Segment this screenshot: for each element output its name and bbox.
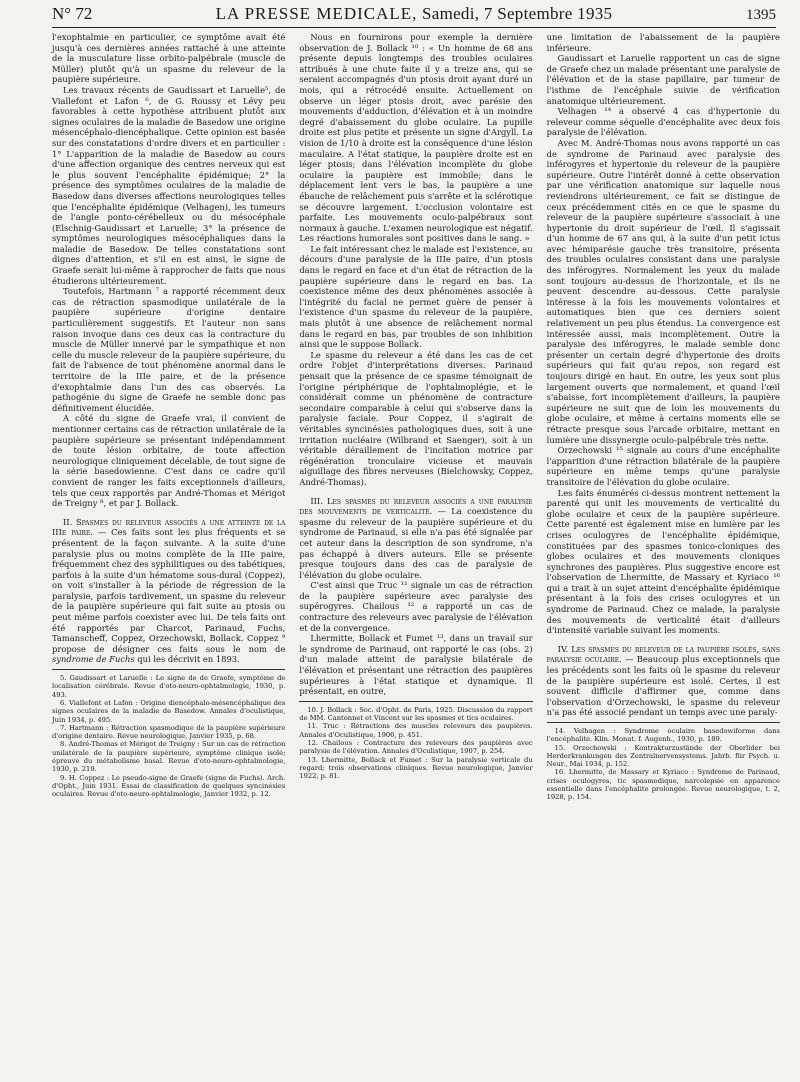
paragraph: C'est ainsi que Truc ¹¹ signale un cas de rétraction de la paupière supérieure avec paralysie des supérogyres. Chailous ¹² a rapporté un cas de contracture des releveurs avec paralysie de l'élévation et de la convergence. <box>299 580 533 633</box>
section-4 <box>547 644 780 718</box>
paragraph: Les faits énumérés ci-dessus montrent nettement la parenté qui unit les mouvements de verticalité du globe oculaire et ceux de la paupière supérieure. Cette parenté est également mise en lumière par les crises oculogyres de l'encéphalite épidémique, constituées par des spasmes tonico-cloniques des globes oculaires et des mouvements cloniques synchrones des paupières. Plus suggestive encore est l'observation de Lhermitte, de Massary et Kyriaco ¹⁶ qui a trait à un sujet atteint d'encéphalite épidémique présentant à la fois des crises oculogyres et un syndrome de Parinaud. Chez ce malade, la paralysie des mouvements de verticalité était d'ailleurs d'intensité variable suivant les moments. <box>546 487 780 636</box>
footnote: 13. Lhermitte, Bollack et Fumet : Sur la paralysie verticale du regard; trois observations cliniques. Revue neurologique, Janvier 1922, p. 81. <box>299 755 533 781</box>
section-2 <box>52 517 285 665</box>
article-columns <box>24 32 780 802</box>
footnote: 12. Chailous : Contracture des releveurs des paupières avec paralysie de l'élévation. Annales d'Oculistique, 1907, p. 254. <box>299 739 533 756</box>
paragraph: Le spasme du releveur a été dans les cas de cet ordre l'objet d'interprétations diverses. Parinaud pensait que la présence de ce spasme témoignait de l'origine périphérique de l'ophtalmoplégie, et le considérait comme un phénomène de contracture secondaire comparable à celui qui s'observe dans la paralysie faciale. Pour Coppez, il s'agirait de véritables syncinésies pathologiques dues, soit à une irritation nucléaire (Wilbrand et Saenger), soit à un véritable déraillement de l'incitation motrice par régénération tronculaire vicieuse et mauvais aiguillage des fibres nerveuses (Bielchowsky, Coppez, André-Thomas). <box>299 349 533 487</box>
footnotes <box>299 701 532 781</box>
journal-title <box>216 4 613 24</box>
section-heading: III. Les spasmes du releveur associés a une paralysie des mouvements de verticalité. <box>299 495 533 517</box>
footnote: 7. Hartmann : Rétraction spasmodique de la paupière supérieure d'origine dentaire. Revue neurologique, Janvier 1935, p. 68. <box>52 723 286 741</box>
paragraph: Avec M. André-Thomas nous avons rapporté un cas de syndrome de Parinaud avec paralysie des inférogyres et hypertonie du releveur de la paupière supérieure. Outre l'intérêt donné à cette observation par une vérification anatomique sur laquelle nous reviendrons ultérieurement, ce fait se distingue de ceux précédemment cités en ce que le spasme du releveur de la paupière supérieure s'associait à une hypertonie du droit supérieur de l'œil. Il s'agissait d'un homme de 67 ans qui, à la suite d'un petit ictus avec hémiparésie gauche très transitoire, présenta des troubles oculaires consistant dans une paralysie des inférogyres. Normalement les yeux du malade sont toujours au-dessus de l'horizontale, et ils ne peuvent descendre au-dessous. Cette paralysie intéresse à la fois les mouvements volontaires et automatiques bien que ces derniers soient relativement un peu plus étendus. La convergence est intéressée aussi, mais incomplètement. Outre la paralysie des inférogyres, le malade semble donc présenter un certain degré d'hypertonie des droits supérieurs qui fait qu'au repos, son regard est toujours dirigé en haut. En outre, les yeux sont plus largement ouverts que normalement, et quand l'œil s'abaisse, fort incomplètement d'ailleurs, la paupière supérieure ne suit que de loin les mouvements du globe oculaire, et même à certains moments elle se rétracte presque sous l'arcade orbitaire, mettant en lumière une dissynergie oculo-palpébrale très nette. <box>546 137 780 445</box>
journal-name: LA PRESSE MEDICALE, <box>215 4 418 23</box>
section-heading: II. Spasmes du releveur associés a une atteinte de la IIIe paire. <box>52 516 286 538</box>
section-text: — La coexistence du spasme du releveur de la paupière supérieure et du syndrome de Parinaud, si elle n'a pas été signalée par cet auteur dans la description de son syndrome, n'a pas échappé à divers auteurs. Elle se présente presque toujours dans des cas de paralysie de l'élévation du globe oculaire. <box>299 506 533 580</box>
section-3 <box>299 496 532 581</box>
footnotes <box>52 669 285 798</box>
page-header <box>52 4 776 28</box>
column-3 <box>547 32 780 802</box>
paragraph: une limitation de l'abaissement de la paupière inférieure. <box>546 32 780 53</box>
footnote: 11. Truc : Rétractions des muscles releveurs des paupières. Annales d'Oculistique, 1906, p. 451. <box>299 722 533 739</box>
footnote: 8. André-Thomas et Mérigot de Treigny : Sur un cas de rétraction unilatérale de la paupière supérieure, symptôme clinique isolé; épreuve du métabolisme basal. Revue d'oto-neuro-ophtalmologie, 1930, p. 219. <box>52 740 286 774</box>
paragraph: Lhermitte, Bollack et Fumet ¹³, dans un travail sur le syndrome de Parinaud, ont rapporté le cas (obs. 2) d'un malade atteint de paralysie bilatérale de l'élévation et présentant une rétraction des paupières supérieures à l'état statique et dynamique. Il présentait, en outre, <box>299 633 533 697</box>
footnote: 16. Lhermitte, de Massary et Kyriaco : Syndrome de Parinaud, crises oculogyres, tic spasmodique, narcolepsie en apparence essentielle dans l'encéphalite prolongée. Revue neurologique, t. 2, 1928, p. 154. <box>546 768 780 802</box>
italic-term: syndrome de Fuchs <box>52 654 135 665</box>
paragraph: Le fait intéressant chez le malade est l'existence, au décours d'une paralysie de la IIIe paire, d'un ptosis dans le regard en face et d'un état de rétraction de la paupière supérieure dans le regard en bas. La coexistence même des deux phénomènes associée à l'intégrité du facial ne permet guère de penser à l'existence d'un spasme du releveur de la paupière, mais plutôt à une absence de relâchement normal dans le regard en bas, par troubles de son inhibition ainsi que le suppose Bollack. <box>299 243 533 350</box>
page-number: 1395 <box>745 7 776 23</box>
paragraph: Nous en fournirons pour exemple la dernière observation de J. Bollack ¹⁰ : « Un homme de 68 ans présente depuis longtemps des troubles oculaires attribués à une chute faite il y a treize ans, qui se seraient accompagnés d'un ptosis droit ayant duré un mois, qui a rétrocédé ensuite. Actuellement on observe un léger ptosis droit, avec parésie des mouvements d'adduction, d'élévation et à un moindre degré d'abaissement du globe oculaire. La pupille droite est plus petite et présente un signe d'Argyll. La vision de 1/10 à droite est la conséquence d'une lésion maculaire. A l'état statique, la paupière droite est en léger ptosis; dans l'élévation incomplète du globe oculaire la paupière est immobile; dans le déplacement lent vers le bas, la paupière a une ébauche de relâchement puis s'arrête et la sclérotique se découvre largement. L'occlusion volontaire est parfaite. Les mouvements oculo-palpébraux sont normaux à gauche. L'examen neurologique est négatif. Les réactions humorales sont positives dans le sang. » <box>299 32 533 244</box>
section-text: — Ces faits sont les plus fréquents et se présentent de la façon suivante. A la suite d'une paralysie plus ou moins complète de la IIIe paire, fréquemment chez des syphilitiques ou des tabétiques, parfois à la suite d'un hématome sous-dural (Coppez), on voit s'installer à la période de régression de la paralysie, parfois tardivement, un spasme du releveur de la paupière supérieure qui fait suite au ptosis ou peut même parfois coexister avec lui. De tels faits ont été rapportés par Charcot, Parinaud, Fuchs, Tamanscheff, Coppez, Orzechowski, Bollack. Coppez ⁹ propose de désigner ces faits sous le nom de <box>52 527 286 654</box>
paragraph: Toutefois, Hartmann ⁷ a rapporté récemment deux cas de rétraction spasmodique unilatérale de la paupière supérieure d'origine dentaire particulièrement suggestifs. Et l'auteur non sans raison invoque dans ces deux cas la contracture du muscle de Müller innervé par le sympathique et non celle du muscle releveur de la paupière supérieure, du fait de l'absence de tout phénomène anormal dans le territoire de la IIIe paire, et de la présence d'exophtalmie dans l'un des cas observés. La pathogénie du signe de Graefe ne semble donc pas définitivement élucidée. <box>52 286 286 413</box>
column-2 <box>299 32 532 802</box>
section-text: — Beaucoup plus exceptionnels que les précédents sont les faits où le spasme du releveur de la paupière supérieure est isolé. Certes, il est souvent difficile d'affirmer que, comme dans l'observation d'Orzechowski, le spasme du releveur n'a pas été associé pendant un temps avec une paraly- <box>546 654 780 718</box>
paragraph: Orzechowski ¹⁵ signale au cours d'une encéphalite l'apparition d'une rétraction bilatérale de la paupière supérieure en même temps qu'une paralysie transitoire de l'élévation du globe oculaire. <box>546 445 780 487</box>
footnote: 15. Orzechowski : Kontrakturzustände der Oberlider bei Herderkrankungen des Zentralnervensystems. Jahrb. für Psych. u. Neur., Mai 1934, p. 152. <box>546 743 780 769</box>
section-text-end: qui les décrivit en 1893. <box>134 654 240 665</box>
footnote: 5. Gaudissart et Laruelle : Le signe de de Graefe, symptôme de localisation cérébrale. Revue d'oto-neuro-ophtalmologie, 1930, p. 493. <box>52 674 286 699</box>
footnote: 6. Viallefont et Lafon : Origine diencéphalo-mésencéphalique des signes oculaires de la maladie de Basedow. Annales d'oculistique, Juin 1934, p. 495. <box>52 698 286 724</box>
paragraph: Velhagen ¹⁴ a observé 4 cas d'hypertonie du releveur comme séquelle d'encéphalite avec deux fois paralysie de l'élévation. <box>546 106 780 138</box>
issue-number: N° 72 <box>52 4 93 23</box>
column-1 <box>52 32 285 802</box>
footnotes <box>547 722 780 802</box>
paragraph: A côté du signe de Graefe vrai, il convient de mentionner certains cas de rétraction unilatérale de la paupière supérieure se présentant indépendamment de toute lésion orbitaire, de toute affection neurologique cliniquement décelable, de tout signe de la série basedowienne. C'est dans ce cadre qu'il convient de ranger les faits exceptionnels d'ailleurs, tels que ceux rapportés par André-Thomas et Mérigot de Treigny ⁸, et par J. Bollack. <box>52 413 286 509</box>
footnote: 9. H. Coppez : Le pseudo-signe de Graefe (signe de Fuchs). Arch. d'Opht., Juin 1931. Essai de classification de quelques syncinésies oculaires. Revue d'oto-neuro-ophtalmologie, Janvier 1932, p. 12. <box>52 773 286 799</box>
issue-date: Samedi, 7 Septembre 1935 <box>421 4 613 23</box>
footnote: 14. Velhagen : Syndrome oculaire basedowiforme dans l'encéphalite. Klin. Monat. f. Augenh., 1930, p. 189. <box>546 727 780 744</box>
paragraph: Les travaux récents de Gaudissart et Laruelle⁵, de Viallefont et Lafon ⁶, de G. Roussy et Lévy peu favorables à cette hypothèse attribuent plutôt aux signes oculaires de la maladie de Basedow une origine mésencéphalo-diencéphalique. Cette opinion est basée sur des constatations d'ordre divers et en particulier : 1° L'apparition de la maladie de Basedow au cours d'une affection organique des centres nerveux qui est le plus souvent l'encéphalite épidémique; 2° la présence des symptômes oculaires de la maladie de Basedow dans diverses affections neurologiques telles que l'encéphalite épidémique (Velhagen), les tumeurs de l'angle ponto-cérébelleux ou du mésocéphale (Elschnig-Gaudissart et Laruelle; 3° la présence de symptômes neurologiques mésocéphaliques dans la maladie de Basedow. De telles constatations sont dignes d'attention, et s'il en est ainsi, le signe de Graefe serait lui-même à rapprocher de faits que nous étudierons ultérieurement. <box>52 84 286 286</box>
footnote: 10. J. Bollack : Soc. d'Opht. de Paris, 1925. Discussion du rapport de MM. Cantonnet et Vincent sur les spasmes et tics oculaires. <box>299 705 533 723</box>
section-heading: IV. Les spasmes du releveur de la paupière isolés, sans paralysie oculaire. <box>546 643 780 665</box>
paragraph: Gaudissart et Laruelle rapportent un cas de signe de Graefe chez un malade présentant une paralysie de l'élévation et de la stase papillaire, par tumeur de l'isthme de l'encéphale suivie de vérification anatomique ultérieurement. <box>546 53 780 106</box>
paragraph: l'exophtalmie en particulier, ce symptôme avait été jusqu'à ces dernières années rattaché à une atteinte de la musculature lisse orbito-palpébrale (muscle de Müller) plutôt qu'à un spasme du releveur de la paupière supérieure. <box>52 32 286 85</box>
